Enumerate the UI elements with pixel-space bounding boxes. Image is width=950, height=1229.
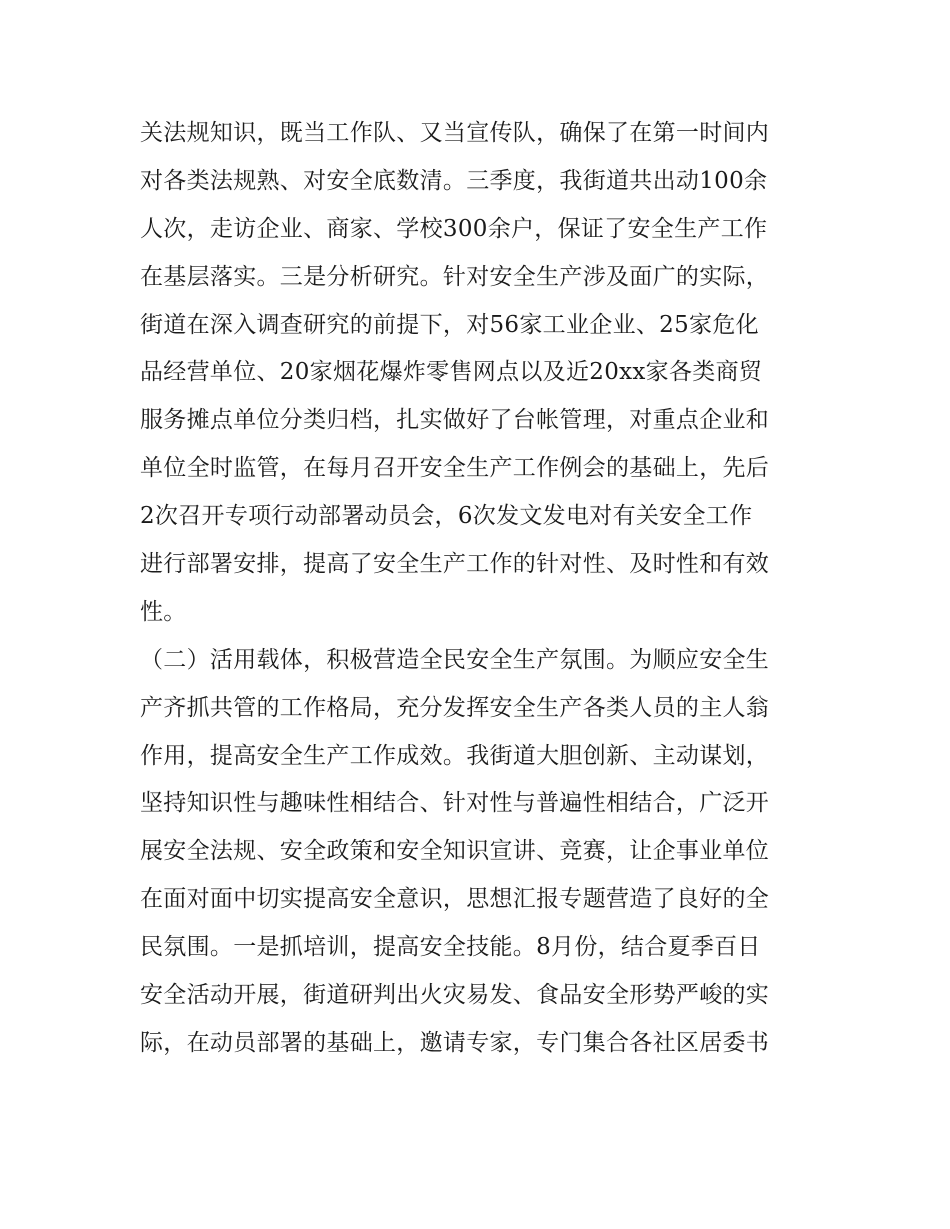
text-line: 在面对面中切实提高安全意识，思想汇报专题营造了良好的全 xyxy=(140,886,770,913)
text-line: 民氛围。一是抓培训，提高安全技能。8月份，结合夏季百日 xyxy=(140,934,761,961)
text-line: 服务摊点单位分类归档，扎实做好了台帐管理，对重点企业和 xyxy=(140,407,770,434)
text-line: 品经营单位、20家烟花爆炸零售网点以及近20xx家各类商贸 xyxy=(140,359,763,386)
text-line: 在基层落实。三是分析研究。针对安全生产涉及面广的实际， xyxy=(140,263,770,290)
text-line: 进行部署安排，提高了安全生产工作的针对性、及时性和有效 xyxy=(140,551,770,578)
text-line: 际，在动员部署的基础上，邀请专家，专门集合各社区居委书 xyxy=(140,1029,770,1056)
section-heading-line: （二）活用载体，积极营造全民安全生产氛围。为顺应安全生 xyxy=(140,646,770,673)
text-line: 安全活动开展，街道研判出火灾易发、食品安全形势严峻的实 xyxy=(140,982,770,1009)
text-line: 街道在深入调查研究的前提下，对56家工业企业、25家危化 xyxy=(140,311,759,338)
text-line: 坚持知识性与趣味性相结合、针对性与普遍性相结合，广泛开 xyxy=(140,790,770,817)
document-body-text xyxy=(140,110,820,1068)
text-line: 作用，提高安全生产工作成效。我街道大胆创新、主动谋划， xyxy=(140,742,770,769)
text-line: 关法规知识，既当工作队、又当宣传队，确保了在第一时间内 xyxy=(140,120,770,146)
text-line: 2次召开专项行动部署动员会，6次发文发电对有关安全工作 xyxy=(140,503,753,530)
text-line: 人次，走访企业、商家、学校300余户，保证了安全生产工作 xyxy=(140,215,768,242)
text-line: 展安全法规、安全政策和安全知识宣讲、竞赛，让企事业单位 xyxy=(140,838,770,865)
text-line: 对各类法规熟、对安全底数清。三季度，我街道共出动100余 xyxy=(140,167,768,194)
text-line: 单位全时监管，在每月召开安全生产工作例会的基础上，先后 xyxy=(140,455,770,482)
text-line: 性。 xyxy=(140,598,187,625)
text-line: 产齐抓共管的工作格局，充分发挥安全生产各类人员的主人翁 xyxy=(140,694,770,721)
